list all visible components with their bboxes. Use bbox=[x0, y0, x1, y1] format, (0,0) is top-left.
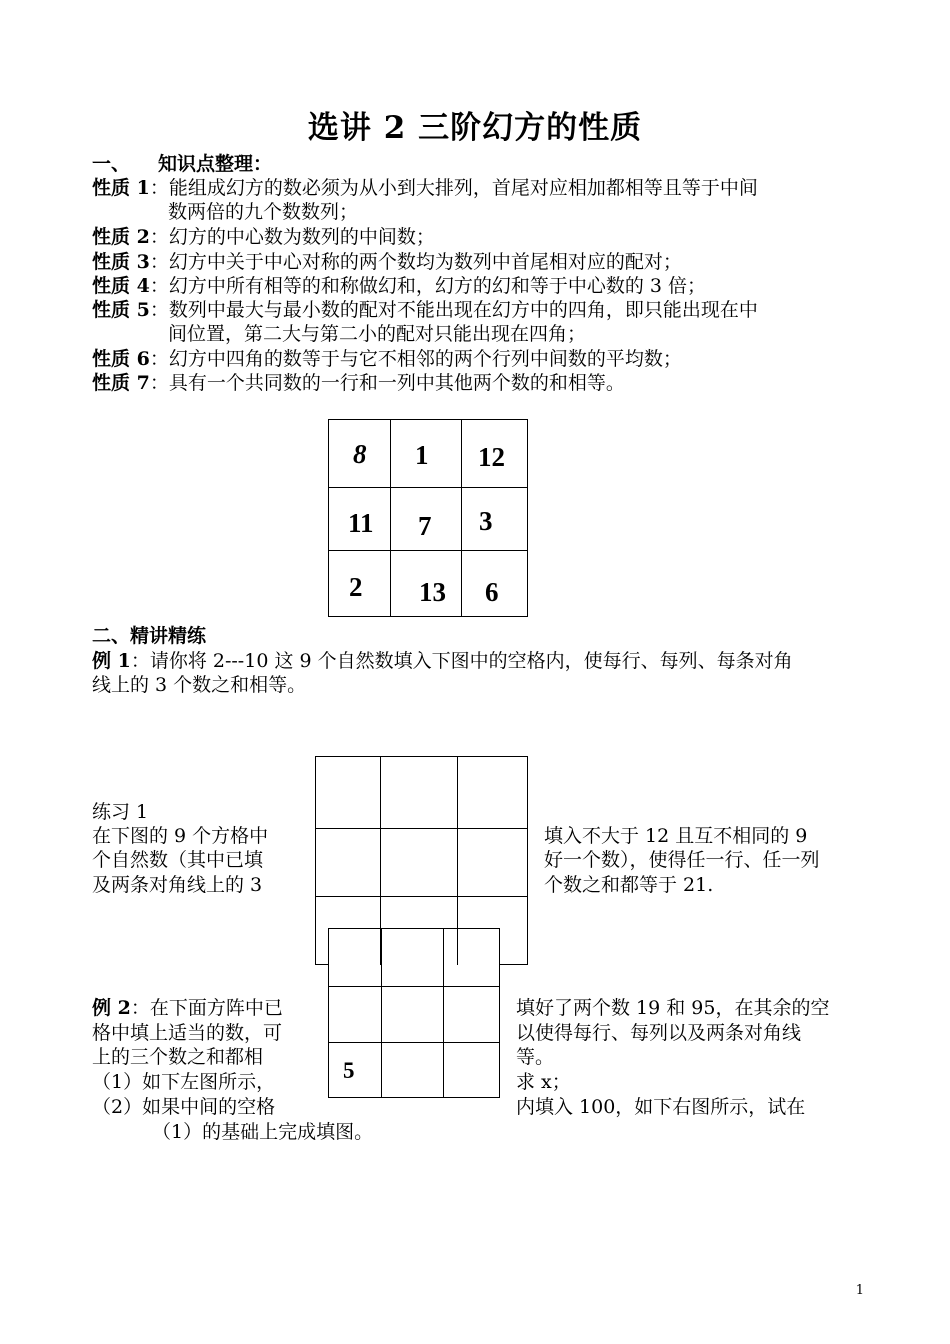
section1-number: 一、 bbox=[92, 153, 131, 175]
page-number: 1 bbox=[855, 1283, 864, 1298]
magic-cell: 1 bbox=[415, 440, 429, 470]
practice1-right-line: 个数之和都等于 21. bbox=[544, 874, 714, 896]
example2-right-line: 内填入 100，如下右图所示，试在 bbox=[516, 1096, 806, 1118]
magic-cell: 7 bbox=[418, 511, 432, 541]
example2-right-line: 以使得每行、每列以及两条对角线 bbox=[516, 1022, 802, 1044]
property-6: 性质 6：幻方中四角的数等于与它不相邻的两个行列中间数的平均数； bbox=[92, 348, 682, 370]
property-2: 性质 2：幻方的中心数为数列的中间数； bbox=[92, 226, 435, 248]
practice1-left-line: 在下图的 9 个方格中 bbox=[92, 825, 269, 847]
example2-last-line: （1）的基础上完成填图。 bbox=[152, 1121, 374, 1143]
practice1-left-line: 及两条对角线上的 3 bbox=[92, 874, 263, 896]
magic-cell: 12 bbox=[478, 442, 505, 472]
property-4: 性质 4：幻方中所有相等的和称做幻和，幻方的幻和等于中心数的 3 倍； bbox=[92, 275, 707, 297]
practice1-right-line: 填入不大于 12 且互不相同的 9 bbox=[544, 825, 808, 847]
magic-cell: 6 bbox=[485, 577, 499, 607]
example1-cont: 线上的 3 个数之和相等。 bbox=[92, 674, 307, 696]
practice1-left-line: 个自然数（其中已填 bbox=[92, 849, 264, 871]
magic-cell: 11 bbox=[348, 508, 374, 538]
magic-cell: 2 bbox=[349, 572, 363, 602]
magic-square-grid bbox=[328, 419, 528, 617]
example2-left-line: （1）如下左图所示， bbox=[92, 1071, 276, 1093]
example2-left-line: 上的三个数之和都相 bbox=[92, 1046, 264, 1068]
property-1: 性质 1：能组成幻方的数必须为从小到大排列，首尾对应相加都相等且等于中间 bbox=[92, 177, 758, 199]
example2-right-line: 填好了两个数 19 和 95，在其余的空 bbox=[516, 997, 830, 1019]
practice1-right-line: 好一个数），使得任一行、任一列 bbox=[544, 849, 820, 871]
property-7: 性质 7：具有一个共同数的一行和一列中其他两个数的和相等。 bbox=[92, 372, 625, 394]
property-1-cont: 数两倍的九个数数列； bbox=[168, 201, 359, 223]
example2-right-line: 等。 bbox=[516, 1046, 555, 1068]
magic-cell: 8 bbox=[353, 439, 367, 469]
magic-cell: 13 bbox=[419, 577, 446, 607]
example2-left-line: 例 2：在下面方阵中已 bbox=[92, 997, 283, 1019]
practice-grid-cell: 5 bbox=[343, 1058, 355, 1083]
practice1-grid bbox=[328, 928, 500, 1098]
property-3: 性质 3：幻方中关于中心对称的两个数均为数列中首尾相对应的配对； bbox=[92, 251, 682, 273]
example2-right-line: 求 x； bbox=[516, 1071, 571, 1093]
example2-left-line: （2）如果中间的空格 bbox=[92, 1096, 276, 1118]
example2-left-line: 格中填上适当的数，可 bbox=[92, 1022, 283, 1044]
magic-cell: 3 bbox=[479, 506, 493, 536]
example1-text: 例 1：请你将 2---10 这 9 个自然数填入下图中的空格内，使每行、每列、每条对角 bbox=[92, 650, 793, 672]
property-5: 性质 5：数列中最大与最小数的配对不能出现在幻方中的四角，即只能出现在中 bbox=[92, 299, 758, 321]
page-title: 选讲 2 三阶幻方的性质 bbox=[307, 110, 643, 146]
practice1-title: 练习 1 bbox=[92, 801, 149, 823]
section1-heading: 知识点整理： bbox=[158, 153, 273, 175]
section2-heading: 二、精讲精练 bbox=[92, 625, 207, 647]
property-5-cont: 间位置，第二大与第二小的配对只能出现在四角； bbox=[168, 323, 587, 345]
